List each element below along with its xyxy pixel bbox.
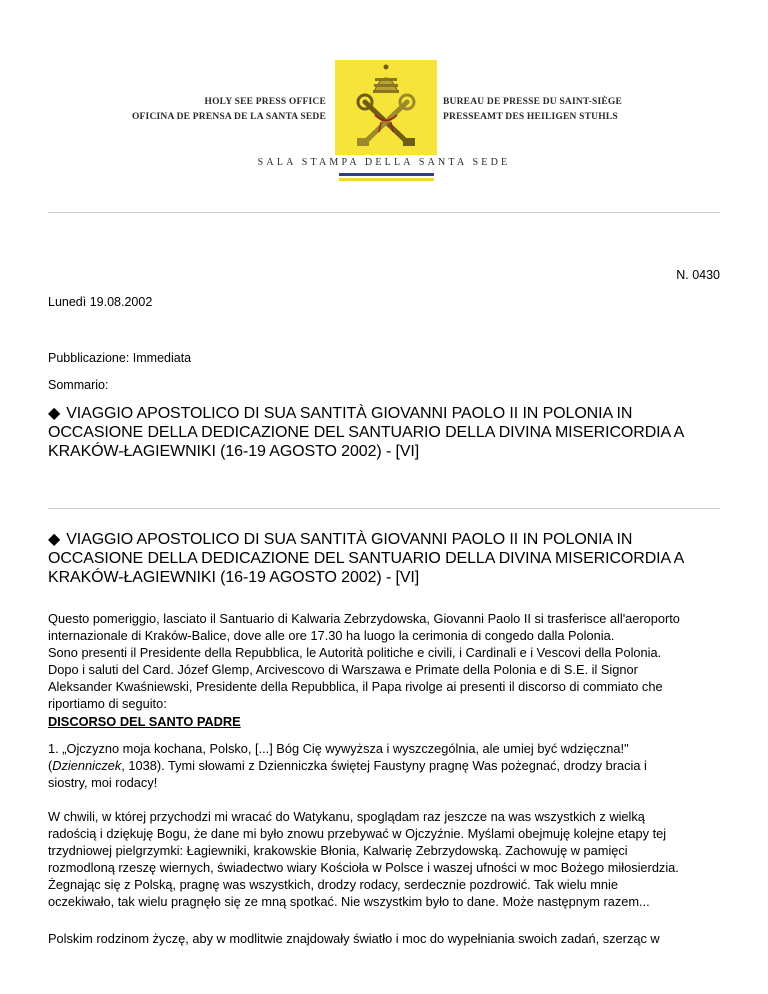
intro-line: Questo pomeriggio, lasciato il Santuario di Kalwaria Zebrzydowska, Giovanni Paolo II si trasferisce all'aeroporto xyxy=(48,611,680,626)
masthead-left xyxy=(132,95,326,125)
intro-paragraph xyxy=(48,610,728,712)
article-headline-line1: ◆ VIAGGIO APOSTOLICO DI SUA SANTITÀ GIOVANNI PAOLO II IN POLONIA IN xyxy=(48,531,633,548)
masthead xyxy=(0,0,768,200)
summary-headline-line1: ◆ VIAGGIO APOSTOLICO DI SUA SANTITÀ GIOVANNI PAOLO II IN POLONIA IN xyxy=(48,405,633,422)
summary-label: Sommario: xyxy=(48,378,109,392)
article-headline-line2: OCCASIONE DELLA DEDICAZIONE DEL SANTUARIO DELLA DIVINA MISERICORDIA A xyxy=(48,550,685,567)
divider-middle xyxy=(48,508,720,509)
paragraph-2-line: radością i dziękuję Bogu, że dane mi było znowu przebywać w Ojczyźnie. Myślami obejmuję kolejne etapy tej xyxy=(48,826,667,841)
flag-stripes xyxy=(339,173,434,181)
paragraph-2 xyxy=(48,808,728,910)
bulletin-date: Lunedì 19.08.2002 xyxy=(48,295,153,309)
summary-headline-link[interactable] xyxy=(48,404,728,461)
masthead-left-line2: OFICINA DE PRENSA DE LA SANTA SEDE xyxy=(131,112,326,122)
paragraph-2-line: oczekiwało, tak wielu pragnęło się ze mną spotkać. Nie wszystkim było to dane. Może następnym razem... xyxy=(48,894,650,909)
paragraph-2-line: trzydniowej pielgrzymki: Łagiewniki, krakowskie Błonia, Kalwarię Zebrzydowską. Zachowuję w pamięci xyxy=(48,843,628,858)
paragraph-1 xyxy=(48,740,728,791)
diamond-bullet-icon: ◆ xyxy=(48,531,61,548)
stripe-yellow xyxy=(339,178,434,181)
paragraph-2-line: Żegnając się z Polską, pragnę was wszystkich, drodzy rodacy, serdecznie pozdrowić. Tak wielu mnie xyxy=(48,877,618,892)
article-headline xyxy=(48,530,728,587)
paragraph-2-line: rozmodloną rzeszę wiernych, świadectwo wiary Kościoła w Polsce i waszej ufności w moc Bożego miłosierdzia. xyxy=(48,860,679,875)
discorso-heading-link[interactable]: DISCORSO DEL SANTO PADRE xyxy=(48,714,241,729)
publication-status: Pubblicazione: Immediata xyxy=(48,351,192,365)
paragraph-2-line: W chwili, w której przychodzi mi wracać do Watykanu, spoglądam raz jeszcze na was wszystkich z wielką xyxy=(48,809,645,824)
intro-line: Dopo i saluti del Card. Józef Glemp, Arcivescovo di Warszawa e Primate della Polonia e di S.E. il Signor xyxy=(48,662,638,677)
intro-line: Sono presenti il Presidente della Repubblica, le Autorità politiche e civili, i Cardinali e i Vescovi della Polonia. xyxy=(48,645,662,660)
paragraph-3-line1: Polskim rodzinom życzę, aby w modlitwie znajdowały światło i moc do wypełniania swoich zadań, szerząc w xyxy=(48,931,660,946)
intro-line: Aleksander Kwaśniewski, Presidente della Repubblica, il Papa rivolge ai presenti il discorso di commiato che xyxy=(48,679,663,694)
summary-headline-line2: OCCASIONE DELLA DEDICAZIONE DEL SANTUARIO DELLA DIVINA MISERICORDIA A xyxy=(48,424,685,441)
article-headline-line3: KRAKÓW-ŁAGIEWNIKI (16-19 AGOSTO 2002) - [VI] xyxy=(48,569,420,586)
masthead-right-line2: PRESSEAMT DES HEILIGEN STUHLS xyxy=(443,112,618,122)
divider-top xyxy=(48,212,720,213)
diamond-bullet-icon: ◆ xyxy=(48,405,61,422)
masthead-right-line1: BUREAU DE PRESSE DU SAINT-SIÈGE xyxy=(443,97,623,107)
bulletin-number: N. 0430 xyxy=(676,268,720,282)
masthead-right xyxy=(443,95,622,125)
papal-keys-coat-of-arms-icon xyxy=(335,60,437,155)
dzienniczek-italic: Dzienniczek xyxy=(52,758,122,773)
intro-line: riportiamo di seguito: xyxy=(48,696,167,711)
intro-line: internazionale di Kraków-Balice, dove alle ore 17.30 ha luogo la cerimonia di congedo dalla Polonia. xyxy=(48,628,615,643)
holy-see-logo xyxy=(335,60,437,155)
summary-headline-line3: KRAKÓW-ŁAGIEWNIKI (16-19 AGOSTO 2002) - [VI] xyxy=(48,443,420,460)
paragraph-1-line1: 1. „Ojczyzno moja kochana, Polsko, [...] Bóg Cię wywyższa i wyszczególnia, ale umiej być wdzięczna!" xyxy=(48,741,629,756)
masthead-left-line1: HOLY SEE PRESS OFFICE xyxy=(204,97,326,107)
masthead-subtitle: SALA STAMPA DELLA SANTA SEDE xyxy=(257,157,511,168)
paragraph-1-line2: (Dzienniczek, 1038). Tymi słowami z Dzienniczka świętej Faustyny pragnę Was pożegnać, drodzy bracia i xyxy=(48,758,647,773)
paragraph-1-line3: siostry, moi rodacy! xyxy=(48,775,158,790)
paragraph-3 xyxy=(48,930,728,947)
